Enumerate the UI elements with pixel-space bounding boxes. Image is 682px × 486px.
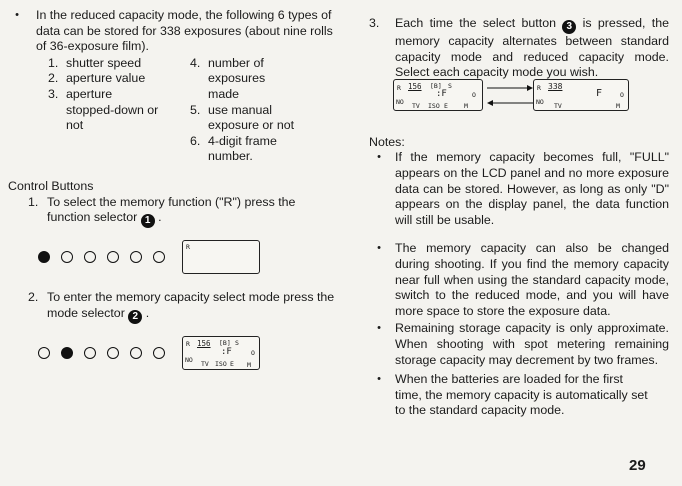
button-dot xyxy=(130,251,142,263)
step-2: 2. To enter the memory capacity select mode press the mode selector 2 . xyxy=(28,290,335,322)
left-column xyxy=(8,8,338,370)
lcd-panel-standard: R 338 F O NO TV M xyxy=(533,79,629,111)
button-indicator-row-1 xyxy=(38,240,338,274)
control-buttons-heading: Control Buttons xyxy=(8,178,94,193)
button-dot xyxy=(38,251,50,263)
lcd-toggle-diagram xyxy=(393,79,669,119)
step-1-text: To select the memory function ("R") press the function selector xyxy=(47,194,296,225)
data-types-lists xyxy=(48,56,338,165)
data-types-list-a xyxy=(48,56,190,165)
intro-paragraph xyxy=(8,8,338,55)
button-dot xyxy=(61,251,73,263)
button-dot xyxy=(153,251,165,263)
button-dot xyxy=(130,347,142,359)
list-item: 4. number of exposures made xyxy=(190,55,266,101)
badge-2-icon: 2 xyxy=(128,310,142,324)
step-3: 3. Each time the select button 3 is pressed, the memory capacity alternates between standard capacity mode and reduced capacity mode. Select each capacity mode you wish. xyxy=(369,16,669,80)
lcd-r-label: R xyxy=(186,243,190,252)
list-item: 5. use manual exposure or not xyxy=(190,102,295,133)
button-dot xyxy=(107,347,119,359)
badge-3-icon: 3 xyxy=(562,20,576,34)
toggle-arrows-icon xyxy=(485,83,535,109)
data-types-list-b xyxy=(190,56,320,165)
note-item: • If the memory capacity becomes full, "FULL" appears on the LCD panel and no more exposure data can be stored. However, as long as only "D" appears on the display panel, the data function will still be usable. xyxy=(377,150,669,227)
list-item: 2. aperture value xyxy=(48,71,146,86)
note-item: • The memory capacity can also be changed during shooting. If you find the memory capacity near full when using the standard capacity mode, switch to the reduced mode, and you will have more space to store the exposure data. xyxy=(377,241,669,318)
lcd-panel-2: R 156 [B] S :F O NO TV ISO E M xyxy=(182,336,260,370)
bullet-mark: • xyxy=(15,9,19,21)
intro-text: In the reduced capacity mode, the following 6 types of data can be stored for 338 exposures (about nine rolls of 36-exposure film). xyxy=(36,8,333,54)
button-dot xyxy=(153,347,165,359)
badge-1-icon: 1 xyxy=(141,214,155,228)
note-item: • When the batteries are loaded for the first time, the memory capacity is automatically set to the standard capacity mode. xyxy=(377,372,648,418)
note-item: • Remaining storage capacity is only approximate. When shooting with spot metering remaining storage capacity may decrement by two frames. xyxy=(377,321,669,367)
right-column xyxy=(369,16,669,419)
button-dot xyxy=(61,347,73,359)
button-dot xyxy=(38,347,50,359)
notes-heading: Notes: xyxy=(369,134,405,149)
list-item: 3. aperture stopped-down or not xyxy=(48,86,159,133)
lcd-panel-reduced: R 156 [B] S :F O NO TV ISO E M xyxy=(393,79,483,111)
button-indicator-row-2 xyxy=(38,336,338,370)
button-dot xyxy=(107,251,119,263)
step-1: 1. To select the memory function ("R") press the function selector 1 . xyxy=(28,194,296,227)
list-item: 1. shutter speed xyxy=(48,55,142,70)
button-dot xyxy=(84,251,96,263)
page-number: 29 xyxy=(629,457,646,474)
step-2-text: To enter the memory capacity select mode press the mode selector xyxy=(47,290,335,320)
button-dot xyxy=(84,347,96,359)
lcd-panel-1 xyxy=(182,240,260,274)
list-item: 6. 4-digit frame number. xyxy=(190,133,277,164)
